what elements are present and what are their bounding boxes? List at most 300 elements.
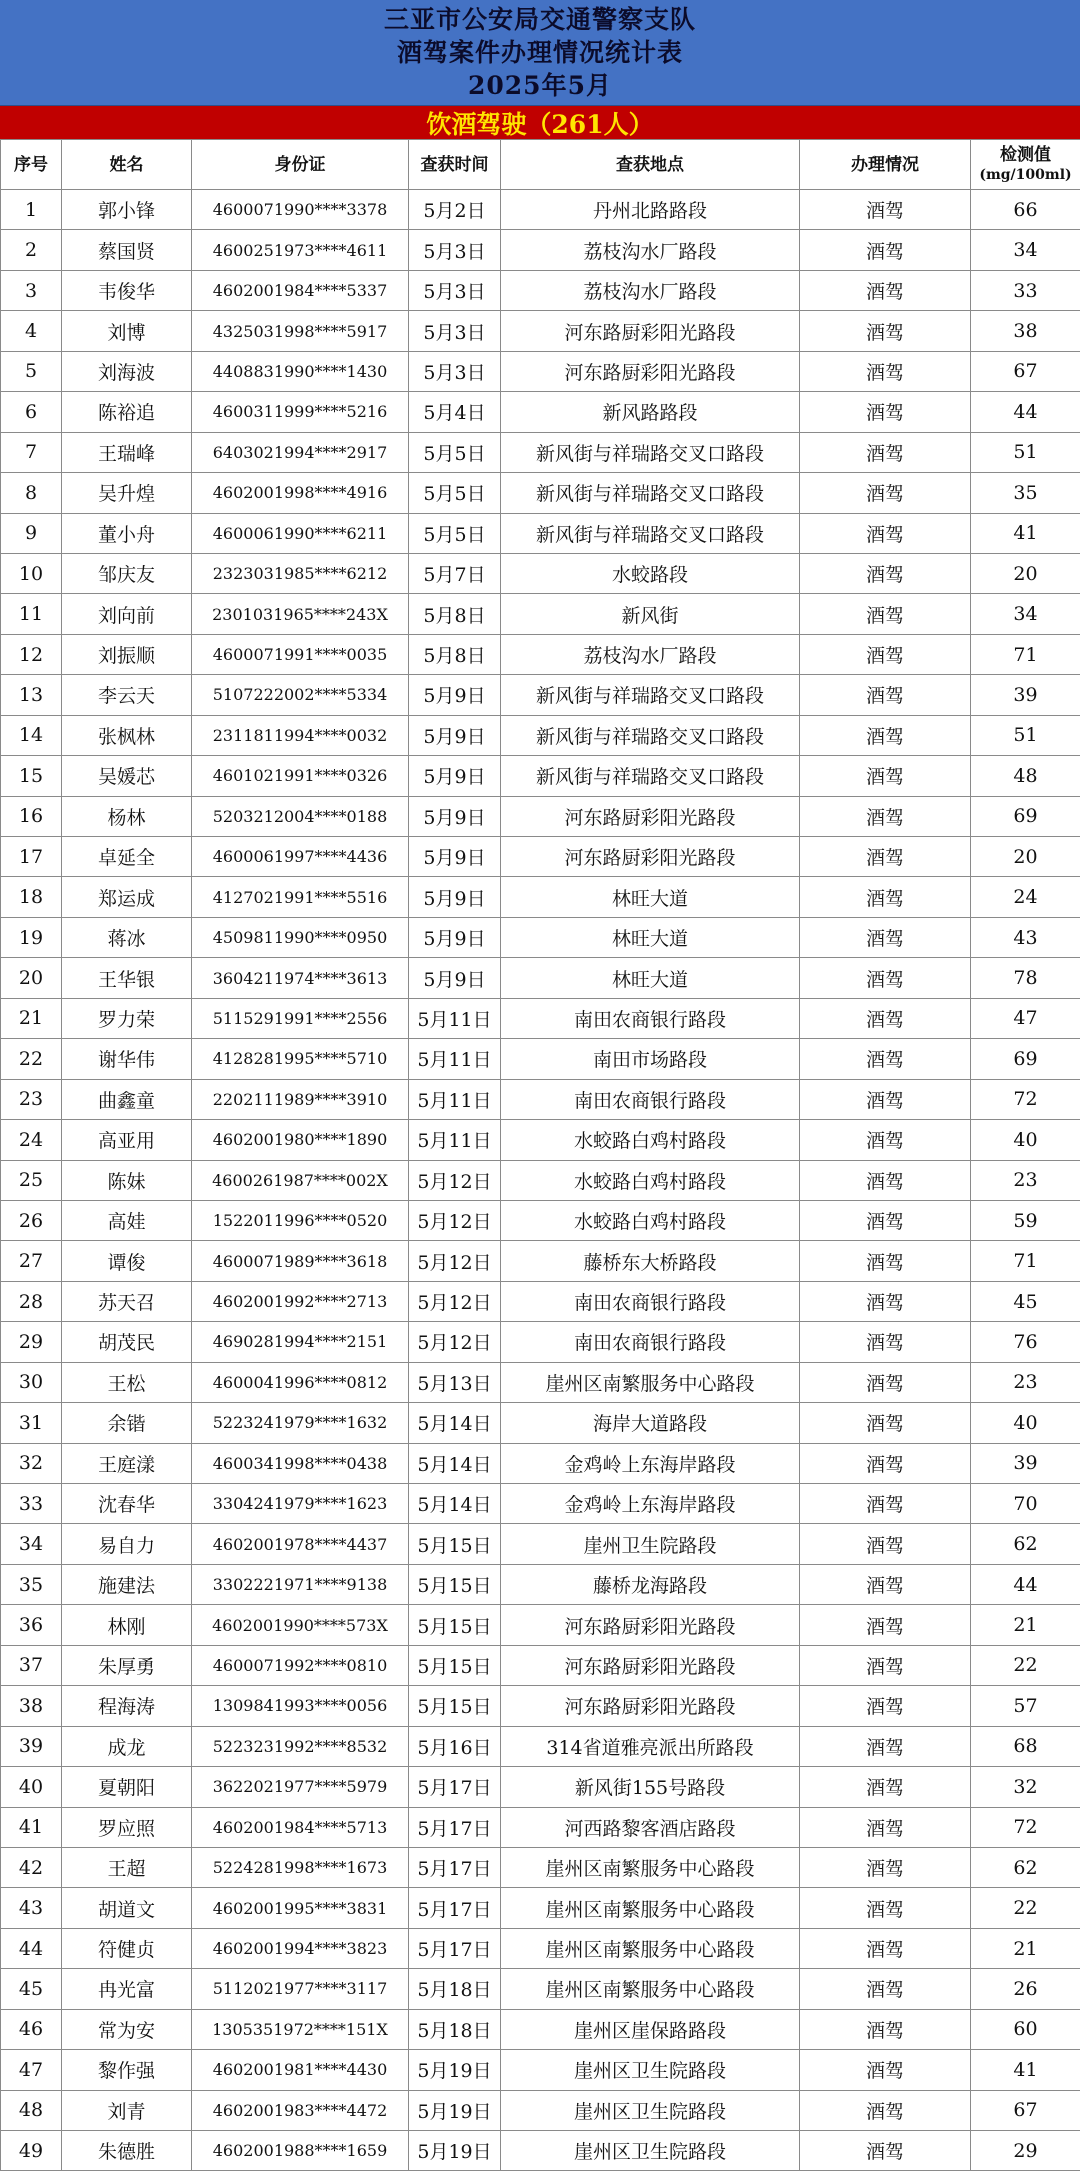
cell-id-card: 4600061990****6211 bbox=[192, 513, 409, 553]
cell-location: 水蛟路白鸡村路段 bbox=[501, 1200, 800, 1240]
cell-test-value: 33 bbox=[971, 270, 1080, 310]
cell-id-card: 4600341998****0438 bbox=[192, 1443, 409, 1483]
cell-index: 43 bbox=[1, 1888, 62, 1928]
cell-location: 河东路厨彩阳光路段 bbox=[501, 1645, 800, 1685]
cell-id-card: 5107222002****5334 bbox=[192, 675, 409, 715]
table-row bbox=[1, 594, 1080, 634]
cell-index: 20 bbox=[1, 958, 62, 998]
cell-id-card: 4600261987****002X bbox=[192, 1160, 409, 1200]
cell-status: 酒驾 bbox=[800, 513, 971, 553]
cell-id-card: 4600071992****0810 bbox=[192, 1645, 409, 1685]
cell-id-card: 4602001983****4472 bbox=[192, 2090, 409, 2130]
cell-name: 林刚 bbox=[62, 1605, 192, 1645]
table-row bbox=[1, 2050, 1080, 2090]
cell-date: 5月15日 bbox=[409, 1605, 501, 1645]
cell-test-value: 71 bbox=[971, 1241, 1080, 1281]
table-row bbox=[1, 1160, 1080, 1200]
cell-index: 14 bbox=[1, 715, 62, 755]
cell-date: 5月5日 bbox=[409, 513, 501, 553]
cell-name: 常为安 bbox=[62, 2009, 192, 2049]
table-row bbox=[1, 1969, 1080, 2009]
cell-status: 酒驾 bbox=[800, 1281, 971, 1321]
cell-status: 酒驾 bbox=[800, 1241, 971, 1281]
cell-name: 卓延全 bbox=[62, 837, 192, 877]
cell-test-value: 51 bbox=[971, 715, 1080, 755]
cell-date: 5月15日 bbox=[409, 1686, 501, 1726]
cell-test-value: 22 bbox=[971, 1888, 1080, 1928]
cell-name: 董小舟 bbox=[62, 513, 192, 553]
cell-name: 李云天 bbox=[62, 675, 192, 715]
cell-date: 5月12日 bbox=[409, 1160, 501, 1200]
cell-test-value: 32 bbox=[971, 1767, 1080, 1807]
table-row bbox=[1, 837, 1080, 877]
table-row bbox=[1, 392, 1080, 432]
cell-index: 4 bbox=[1, 311, 62, 351]
cell-id-card: 4325031998****5917 bbox=[192, 311, 409, 351]
cell-name: 刘海波 bbox=[62, 351, 192, 391]
title-report: 酒驾案件办理情况统计表 bbox=[397, 36, 683, 69]
cell-name: 刘向前 bbox=[62, 594, 192, 634]
cell-index: 23 bbox=[1, 1079, 62, 1119]
cell-id-card: 1522011996****0520 bbox=[192, 1200, 409, 1240]
cell-id-card: 4600071989****3618 bbox=[192, 1241, 409, 1281]
table-row bbox=[1, 2131, 1080, 2171]
table-row bbox=[1, 1079, 1080, 1119]
table-row bbox=[1, 1645, 1080, 1685]
cell-test-value: 44 bbox=[971, 392, 1080, 432]
cell-status: 酒驾 bbox=[800, 917, 971, 957]
cell-test-value: 26 bbox=[971, 1969, 1080, 2009]
cell-test-value: 35 bbox=[971, 473, 1080, 513]
cell-index: 9 bbox=[1, 513, 62, 553]
cell-date: 5月9日 bbox=[409, 715, 501, 755]
cell-status: 酒驾 bbox=[800, 1767, 971, 1807]
cell-index: 13 bbox=[1, 675, 62, 715]
cell-location: 水蛟路白鸡村路段 bbox=[501, 1120, 800, 1160]
cell-date: 5月15日 bbox=[409, 1564, 501, 1604]
cell-status: 酒驾 bbox=[800, 1362, 971, 1402]
cell-id-card: 2301031965****243X bbox=[192, 594, 409, 634]
col-header-location: 查获地点 bbox=[501, 140, 800, 190]
cell-test-value: 41 bbox=[971, 2050, 1080, 2090]
cell-status: 酒驾 bbox=[800, 1969, 971, 2009]
cell-date: 5月8日 bbox=[409, 594, 501, 634]
cell-name: 施建法 bbox=[62, 1564, 192, 1604]
cell-location: 新风街与祥瑞路交叉口路段 bbox=[501, 675, 800, 715]
cell-location: 新风街与祥瑞路交叉口路段 bbox=[501, 513, 800, 553]
cell-name: 苏天召 bbox=[62, 1281, 192, 1321]
cell-name: 韦俊华 bbox=[62, 270, 192, 310]
cell-id-card: 4602001980****1890 bbox=[192, 1120, 409, 1160]
cell-test-value: 78 bbox=[971, 958, 1080, 998]
cell-index: 36 bbox=[1, 1605, 62, 1645]
cell-id-card: 5203212004****0188 bbox=[192, 796, 409, 836]
cell-name: 蒋冰 bbox=[62, 917, 192, 957]
cell-index: 7 bbox=[1, 432, 62, 472]
cell-location: 南田农商银行路段 bbox=[501, 1281, 800, 1321]
cell-name: 郭小锋 bbox=[62, 190, 192, 230]
cell-id-card: 4600071991****0035 bbox=[192, 634, 409, 674]
table-row bbox=[1, 270, 1080, 310]
table-row bbox=[1, 1484, 1080, 1524]
cell-name: 王瑞峰 bbox=[62, 432, 192, 472]
cell-status: 酒驾 bbox=[800, 2050, 971, 2090]
cell-name: 王华银 bbox=[62, 958, 192, 998]
table-row bbox=[1, 756, 1080, 796]
cell-id-card: 4602001981****4430 bbox=[192, 2050, 409, 2090]
cell-id-card: 4602001990****573X bbox=[192, 1605, 409, 1645]
cell-status: 酒驾 bbox=[800, 1443, 971, 1483]
cell-name: 高娃 bbox=[62, 1200, 192, 1240]
cell-status: 酒驾 bbox=[800, 473, 971, 513]
cell-date: 5月8日 bbox=[409, 634, 501, 674]
cell-name: 夏朝阳 bbox=[62, 1767, 192, 1807]
cell-date: 5月11日 bbox=[409, 1039, 501, 1079]
cell-id-card: 3604211974****3613 bbox=[192, 958, 409, 998]
cell-status: 酒驾 bbox=[800, 837, 971, 877]
cell-status: 酒驾 bbox=[800, 796, 971, 836]
cell-index: 28 bbox=[1, 1281, 62, 1321]
cell-location: 新风路路段 bbox=[501, 392, 800, 432]
cell-id-card: 1305351972****151X bbox=[192, 2009, 409, 2049]
cell-status: 酒驾 bbox=[800, 675, 971, 715]
cell-location: 河西路黎客酒店路段 bbox=[501, 1807, 800, 1847]
cell-date: 5月17日 bbox=[409, 1847, 501, 1887]
cell-location: 林旺大道 bbox=[501, 958, 800, 998]
table-row bbox=[1, 1605, 1080, 1645]
cell-status: 酒驾 bbox=[800, 2090, 971, 2130]
cell-status: 酒驾 bbox=[800, 1847, 971, 1887]
cell-location: 金鸡岭上东海岸路段 bbox=[501, 1443, 800, 1483]
cell-status: 酒驾 bbox=[800, 877, 971, 917]
cell-location: 林旺大道 bbox=[501, 917, 800, 957]
cell-date: 5月14日 bbox=[409, 1443, 501, 1483]
cell-name: 杨林 bbox=[62, 796, 192, 836]
table-row bbox=[1, 2009, 1080, 2049]
cell-index: 35 bbox=[1, 1564, 62, 1604]
cell-date: 5月14日 bbox=[409, 1484, 501, 1524]
cell-date: 5月12日 bbox=[409, 1281, 501, 1321]
cell-date: 5月12日 bbox=[409, 1241, 501, 1281]
table-row bbox=[1, 998, 1080, 1038]
cell-location: 水蛟路白鸡村路段 bbox=[501, 1160, 800, 1200]
cell-location: 藤桥龙海路段 bbox=[501, 1564, 800, 1604]
cell-location: 荔枝沟水厂路段 bbox=[501, 230, 800, 270]
cell-location: 崖州区南繁服务中心路段 bbox=[501, 1969, 800, 2009]
cell-name: 符健贞 bbox=[62, 1928, 192, 1968]
cell-date: 5月15日 bbox=[409, 1524, 501, 1564]
cell-test-value: 21 bbox=[971, 1605, 1080, 1645]
cell-location: 河东路厨彩阳光路段 bbox=[501, 796, 800, 836]
cell-location: 崖州区崖保路路段 bbox=[501, 2009, 800, 2049]
cell-location: 河东路厨彩阳光路段 bbox=[501, 1686, 800, 1726]
cell-location: 海岸大道路段 bbox=[501, 1403, 800, 1443]
cell-index: 17 bbox=[1, 837, 62, 877]
cell-index: 16 bbox=[1, 796, 62, 836]
cell-date: 5月12日 bbox=[409, 1200, 501, 1240]
cell-location: 崖州区卫生院路段 bbox=[501, 2050, 800, 2090]
cell-date: 5月9日 bbox=[409, 675, 501, 715]
cell-status: 酒驾 bbox=[800, 1888, 971, 1928]
cell-date: 5月2日 bbox=[409, 190, 501, 230]
cell-name: 程海涛 bbox=[62, 1686, 192, 1726]
table-row bbox=[1, 796, 1080, 836]
cell-status: 酒驾 bbox=[800, 1564, 971, 1604]
table-body bbox=[1, 190, 1080, 2171]
cell-test-value: 62 bbox=[971, 1847, 1080, 1887]
cell-test-value: 23 bbox=[971, 1362, 1080, 1402]
cell-index: 45 bbox=[1, 1969, 62, 2009]
cell-status: 酒驾 bbox=[800, 958, 971, 998]
cell-index: 25 bbox=[1, 1160, 62, 1200]
cell-location: 林旺大道 bbox=[501, 877, 800, 917]
title-block bbox=[0, 0, 1080, 106]
table-row bbox=[1, 1322, 1080, 1362]
cell-location: 崖州区南繁服务中心路段 bbox=[501, 1888, 800, 1928]
cell-date: 5月9日 bbox=[409, 958, 501, 998]
cell-status: 酒驾 bbox=[800, 715, 971, 755]
cell-index: 49 bbox=[1, 2131, 62, 2171]
cell-location: 金鸡岭上东海岸路段 bbox=[501, 1484, 800, 1524]
table-row bbox=[1, 917, 1080, 957]
cell-index: 29 bbox=[1, 1322, 62, 1362]
cell-id-card: 5115291991****2556 bbox=[192, 998, 409, 1038]
cell-test-value: 47 bbox=[971, 998, 1080, 1038]
table-row bbox=[1, 877, 1080, 917]
cell-status: 酒驾 bbox=[800, 351, 971, 391]
cell-test-value: 39 bbox=[971, 1443, 1080, 1483]
cell-date: 5月18日 bbox=[409, 2009, 501, 2049]
cell-id-card: 4600061997****4436 bbox=[192, 837, 409, 877]
cell-location: 崖州区卫生院路段 bbox=[501, 2090, 800, 2130]
cell-name: 陈妹 bbox=[62, 1160, 192, 1200]
table-row bbox=[1, 1200, 1080, 1240]
cell-status: 酒驾 bbox=[800, 1160, 971, 1200]
cell-status: 酒驾 bbox=[800, 1928, 971, 1968]
cell-index: 41 bbox=[1, 1807, 62, 1847]
cell-name: 谭俊 bbox=[62, 1241, 192, 1281]
cell-status: 酒驾 bbox=[800, 1726, 971, 1766]
cell-date: 5月17日 bbox=[409, 1888, 501, 1928]
cell-status: 酒驾 bbox=[800, 998, 971, 1038]
table-row bbox=[1, 311, 1080, 351]
cell-date: 5月19日 bbox=[409, 2090, 501, 2130]
cell-name: 吴升煌 bbox=[62, 473, 192, 513]
cell-test-value: 24 bbox=[971, 877, 1080, 917]
cell-location: 崖州区南繁服务中心路段 bbox=[501, 1928, 800, 1968]
cell-name: 曲鑫童 bbox=[62, 1079, 192, 1119]
cell-date: 5月11日 bbox=[409, 1120, 501, 1160]
cell-test-value: 39 bbox=[971, 675, 1080, 715]
table-row bbox=[1, 1443, 1080, 1483]
cell-name: 胡茂民 bbox=[62, 1322, 192, 1362]
cell-date: 5月14日 bbox=[409, 1403, 501, 1443]
cell-index: 33 bbox=[1, 1484, 62, 1524]
cell-date: 5月3日 bbox=[409, 230, 501, 270]
cell-date: 5月4日 bbox=[409, 392, 501, 432]
table-row bbox=[1, 1807, 1080, 1847]
cell-index: 19 bbox=[1, 917, 62, 957]
cell-status: 酒驾 bbox=[800, 1403, 971, 1443]
cell-status: 酒驾 bbox=[800, 1605, 971, 1645]
cell-date: 5月9日 bbox=[409, 877, 501, 917]
cell-location: 新风街与祥瑞路交叉口路段 bbox=[501, 473, 800, 513]
cell-date: 5月9日 bbox=[409, 917, 501, 957]
cell-status: 酒驾 bbox=[800, 1079, 971, 1119]
cell-status: 酒驾 bbox=[800, 1200, 971, 1240]
table-row bbox=[1, 1767, 1080, 1807]
cell-location: 崖州卫生院路段 bbox=[501, 1524, 800, 1564]
cell-status: 酒驾 bbox=[800, 392, 971, 432]
cell-id-card: 5224281998****1673 bbox=[192, 1847, 409, 1887]
cell-date: 5月9日 bbox=[409, 796, 501, 836]
cell-test-value: 43 bbox=[971, 917, 1080, 957]
cell-status: 酒驾 bbox=[800, 1039, 971, 1079]
cell-test-value: 38 bbox=[971, 311, 1080, 351]
cell-id-card: 4690281994****2151 bbox=[192, 1322, 409, 1362]
cell-date: 5月3日 bbox=[409, 351, 501, 391]
col-header-test-value-unit: (mg/100ml) bbox=[971, 165, 1080, 185]
cell-index: 8 bbox=[1, 473, 62, 513]
cell-location: 南田农商银行路段 bbox=[501, 998, 800, 1038]
cell-date: 5月9日 bbox=[409, 756, 501, 796]
cell-test-value: 41 bbox=[971, 513, 1080, 553]
cell-name: 高亚用 bbox=[62, 1120, 192, 1160]
cell-id-card: 1309841993****0056 bbox=[192, 1686, 409, 1726]
cell-id-card: 4509811990****0950 bbox=[192, 917, 409, 957]
cell-index: 24 bbox=[1, 1120, 62, 1160]
cell-test-value: 71 bbox=[971, 634, 1080, 674]
cell-index: 21 bbox=[1, 998, 62, 1038]
cell-location: 荔枝沟水厂路段 bbox=[501, 270, 800, 310]
cell-test-value: 60 bbox=[971, 2009, 1080, 2049]
cell-test-value: 45 bbox=[971, 1281, 1080, 1321]
table-row bbox=[1, 1726, 1080, 1766]
cell-location: 新风街与祥瑞路交叉口路段 bbox=[501, 432, 800, 472]
cell-location: 314省道雅亮派出所路段 bbox=[501, 1726, 800, 1766]
cell-date: 5月5日 bbox=[409, 432, 501, 472]
cell-status: 酒驾 bbox=[800, 594, 971, 634]
table-row bbox=[1, 1362, 1080, 1402]
cell-id-card: 4602001984****5337 bbox=[192, 270, 409, 310]
cell-id-card: 3304241979****1623 bbox=[192, 1484, 409, 1524]
cell-index: 30 bbox=[1, 1362, 62, 1402]
table-row bbox=[1, 230, 1080, 270]
cell-index: 48 bbox=[1, 2090, 62, 2130]
cell-date: 5月15日 bbox=[409, 1645, 501, 1685]
table-row bbox=[1, 1686, 1080, 1726]
table-row bbox=[1, 190, 1080, 230]
cell-index: 11 bbox=[1, 594, 62, 634]
cell-test-value: 72 bbox=[971, 1807, 1080, 1847]
cell-name: 王庭漾 bbox=[62, 1443, 192, 1483]
cell-status: 酒驾 bbox=[800, 553, 971, 593]
table-row bbox=[1, 675, 1080, 715]
cell-test-value: 48 bbox=[971, 756, 1080, 796]
cell-id-card: 4600071990****3378 bbox=[192, 190, 409, 230]
cell-status: 酒驾 bbox=[800, 634, 971, 674]
cell-date: 5月13日 bbox=[409, 1362, 501, 1402]
cell-test-value: 69 bbox=[971, 1039, 1080, 1079]
cell-location: 河东路厨彩阳光路段 bbox=[501, 1605, 800, 1645]
cell-test-value: 40 bbox=[971, 1120, 1080, 1160]
cell-test-value: 68 bbox=[971, 1726, 1080, 1766]
cell-location: 新风街155号路段 bbox=[501, 1767, 800, 1807]
table-row bbox=[1, 1403, 1080, 1443]
cell-name: 王超 bbox=[62, 1847, 192, 1887]
cell-name: 罗力荣 bbox=[62, 998, 192, 1038]
cell-location: 崖州区南繁服务中心路段 bbox=[501, 1362, 800, 1402]
case-table bbox=[0, 139, 1080, 2171]
cell-index: 40 bbox=[1, 1767, 62, 1807]
cell-name: 冉光富 bbox=[62, 1969, 192, 2009]
cell-index: 2 bbox=[1, 230, 62, 270]
cell-date: 5月7日 bbox=[409, 553, 501, 593]
cell-name: 刘青 bbox=[62, 2090, 192, 2130]
cell-location: 藤桥东大桥路段 bbox=[501, 1241, 800, 1281]
cell-status: 酒驾 bbox=[800, 230, 971, 270]
cell-test-value: 72 bbox=[971, 1079, 1080, 1119]
cell-status: 酒驾 bbox=[800, 270, 971, 310]
cell-test-value: 67 bbox=[971, 2090, 1080, 2130]
cell-id-card: 4600041996****0812 bbox=[192, 1362, 409, 1402]
cell-index: 38 bbox=[1, 1686, 62, 1726]
cell-location: 新风街与祥瑞路交叉口路段 bbox=[501, 756, 800, 796]
cell-name: 沈春华 bbox=[62, 1484, 192, 1524]
cell-status: 酒驾 bbox=[800, 1686, 971, 1726]
cell-name: 易自力 bbox=[62, 1524, 192, 1564]
cell-status: 酒驾 bbox=[800, 432, 971, 472]
cell-location: 南田农商银行路段 bbox=[501, 1079, 800, 1119]
col-header-status: 办理情况 bbox=[800, 140, 971, 190]
cell-test-value: 62 bbox=[971, 1524, 1080, 1564]
cell-id-card: 4602001992****2713 bbox=[192, 1281, 409, 1321]
cell-location: 南田农商银行路段 bbox=[501, 1322, 800, 1362]
cell-index: 39 bbox=[1, 1726, 62, 1766]
cell-name: 黎作强 bbox=[62, 2050, 192, 2090]
table-row bbox=[1, 715, 1080, 755]
cell-index: 27 bbox=[1, 1241, 62, 1281]
cell-test-value: 66 bbox=[971, 190, 1080, 230]
cell-index: 47 bbox=[1, 2050, 62, 2090]
cell-id-card: 4600311999****5216 bbox=[192, 392, 409, 432]
col-header-test-value bbox=[971, 140, 1080, 190]
table-row bbox=[1, 1241, 1080, 1281]
cell-name: 朱德胜 bbox=[62, 2131, 192, 2171]
cell-id-card: 2323031985****6212 bbox=[192, 553, 409, 593]
table-row bbox=[1, 958, 1080, 998]
cell-id-card: 4127021991****5516 bbox=[192, 877, 409, 917]
cell-status: 酒驾 bbox=[800, 2009, 971, 2049]
cell-id-card: 2202111989****3910 bbox=[192, 1079, 409, 1119]
cell-date: 5月17日 bbox=[409, 1807, 501, 1847]
cell-index: 44 bbox=[1, 1928, 62, 1968]
col-header-date: 查获时间 bbox=[409, 140, 501, 190]
cell-date: 5月19日 bbox=[409, 2131, 501, 2171]
cell-name: 邹庆友 bbox=[62, 553, 192, 593]
cell-status: 酒驾 bbox=[800, 1807, 971, 1847]
cell-test-value: 29 bbox=[971, 2131, 1080, 2171]
table-row bbox=[1, 473, 1080, 513]
cell-index: 3 bbox=[1, 270, 62, 310]
cell-status: 酒驾 bbox=[800, 756, 971, 796]
table-row bbox=[1, 634, 1080, 674]
table-row bbox=[1, 1928, 1080, 1968]
cell-date: 5月11日 bbox=[409, 998, 501, 1038]
cell-location: 河东路厨彩阳光路段 bbox=[501, 837, 800, 877]
cell-name: 胡道文 bbox=[62, 1888, 192, 1928]
cell-date: 5月18日 bbox=[409, 1969, 501, 2009]
